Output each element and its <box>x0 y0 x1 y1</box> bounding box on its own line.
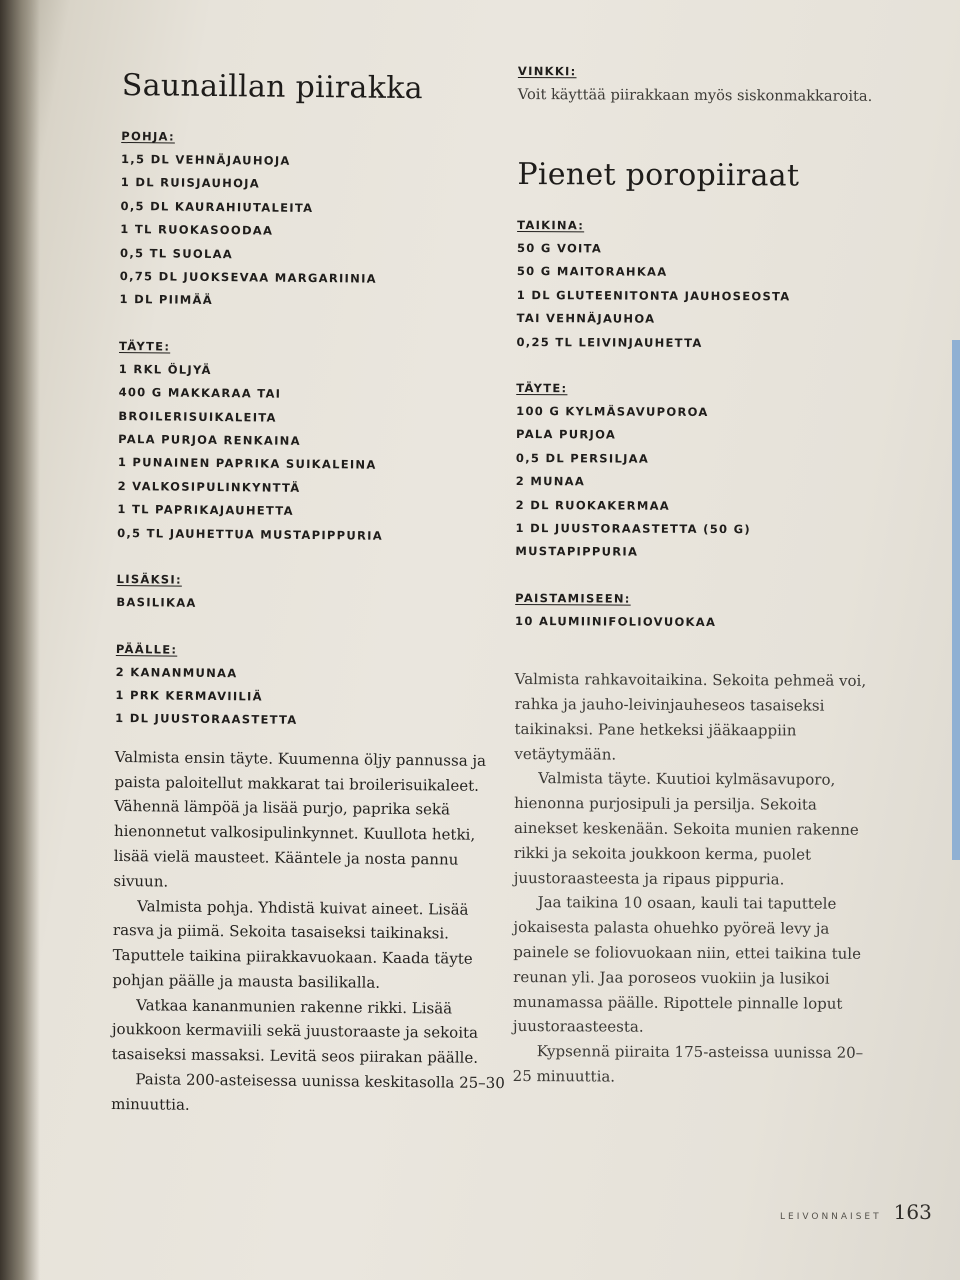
ingredient-item: 400 G MAKKARAA TAI <box>118 385 282 401</box>
ingredient-list <box>115 660 516 734</box>
adjacent-page-edge <box>952 340 960 860</box>
ingredient-item: 2 VALKOSIPULINKYNTTÄ <box>117 478 301 495</box>
ingredient-item: 10 ALUMIINIFOLIOVUOKAA <box>515 613 717 629</box>
ingredient-item: 1 TL RUOKASOODAA <box>120 222 274 238</box>
section-heading: POHJA: <box>121 128 175 144</box>
ingredient-item: 50 G MAITORAHKAA <box>516 264 668 280</box>
ingredient-item: 0,5 TL JAUHETTUA MUSTAPIPPURIA <box>117 525 384 543</box>
instructions <box>513 667 875 1090</box>
section-heading: TÄYTE: <box>119 338 171 354</box>
ingredient-item: 0,5 DL PERSILJAA <box>515 450 650 466</box>
instruction-paragraph: Valmista täyte. Kuutioi kylmäsavuporo, hienonna purjosipuli ja persilja. Sekoita ainekset keskenään. Sekoita munien rakenne rikki ja sekoita joukkoon kerma, puolet juustoraasteesta ja ripaus pippuria. <box>513 769 859 889</box>
ingredient-item: BROILERISUIKALEITA <box>118 408 277 425</box>
ingredient-section-taikina <box>516 214 877 356</box>
ingredient-item: 1 PRK KERMAVIILIÄ <box>115 687 263 704</box>
instruction-paragraph: Valmista ensin täyte. Kuumenna öljy pannussa ja paista paloitellut makkarat tai broilerisuikaleet. Vähennä lämpöä ja lisää purjo, paprika sekä hienonnetut valkosipulinkynnet. Kuullota hetki, lisää vielä mausteet. Kääntele ja nosta pannu sivuun. <box>113 747 487 891</box>
ingredient-item: 1 DL JUUSTORAASTETTA (50 G) <box>515 521 751 537</box>
ingredient-item: PALA PURJOA RENKAINA <box>118 432 301 448</box>
ingredient-item: 1 DL JUUSTORAASTETTA <box>115 711 298 728</box>
section-heading: PÄÄLLE: <box>115 641 178 657</box>
ingredient-item: 1 RKL ÖLJYÄ <box>118 361 212 377</box>
tip-text: Voit käyttää piirakkaan myös siskonmakkaroita. <box>517 85 873 105</box>
ingredient-item: 1 DL PIIMÄÄ <box>119 292 214 308</box>
instruction-paragraph: Paista 200-asteisessa uunissa keskitasolla 25–30 minuuttia. <box>111 1070 505 1114</box>
ingredient-list <box>516 237 877 356</box>
tip-heading: VINKKI: <box>517 63 577 79</box>
ingredient-item: MUSTAPIPPURIA <box>515 544 639 560</box>
instruction-paragraph: Valmista pohja. Yhdistä kuivat aineet. Lisää rasva ja piimä. Sekoita tasaiseksi taikinaksi. Taputtele taikina piirakkavuokaan. Kaada täyte pohjan päälle ja mausta basilikalla. <box>112 896 473 992</box>
ingredient-section-paistamiseen <box>515 587 875 635</box>
section-heading: LISÄKSI: <box>116 572 182 587</box>
ingredient-list <box>119 148 521 316</box>
ingredient-item: 100 G KYLMÄSAVUPOROA <box>516 404 709 420</box>
ingredient-item: 1,5 DL VEHNÄJAUHOJA <box>120 151 291 168</box>
instruction-paragraph: Jaa taikina 10 osaan, kauli tai taputtele jokaisesta palasta ohuehko pyöreä levy ja painele se foliovuokaan niin, ettei taikina tule reunan yli. Jaa poroseos vuokiin ja lusikoi munamassa päälle. Ripottele pinnalle loput juustoraasteesta. <box>512 893 862 1037</box>
ingredient-list <box>116 591 516 619</box>
ingredient-list <box>117 358 519 549</box>
ingredient-section-pohja <box>119 125 521 316</box>
ingredient-item: 1 DL GLUTEENITONTA JAUHOSEOSTA <box>516 287 791 304</box>
ingredient-item: 2 DL RUOKAKERMAA <box>515 497 671 513</box>
instruction-paragraph: Kypsennä piiraita 175-asteissa uunissa 20–25 minuuttia. <box>512 1042 864 1086</box>
ingredient-section-paalle <box>115 637 516 734</box>
tip-box <box>518 60 878 107</box>
ingredient-item: 1 TL PAPRIKAJAUHETTA <box>117 502 294 519</box>
ingredient-item: PALA PURJOA <box>516 427 617 442</box>
ingredient-item: BASILIKAA <box>116 595 197 610</box>
ingredient-item: 0,5 DL KAURAHIUTALEITA <box>120 198 314 215</box>
ingredient-item: 0,5 TL SUOLAA <box>119 245 234 261</box>
section-heading: TAIKINA: <box>517 217 585 233</box>
ingredient-list <box>515 400 876 566</box>
page-footer <box>780 1200 932 1224</box>
instructions <box>111 745 515 1121</box>
ingredient-item: 2 KANANMUNAA <box>115 664 238 680</box>
instruction-paragraph: Vatkaa kananmunien rakenne rikki. Lisää joukkoon kermaviili sekä juustoraaste ja sekoita tasaiseksi massaksi. Levitä seos piirakan päälle. <box>111 995 479 1068</box>
ingredient-section-tayte <box>117 335 519 549</box>
left-recipe <box>111 68 522 1121</box>
ingredient-item: 50 G VOITA <box>516 240 603 256</box>
ingredient-section-tayte <box>515 377 876 566</box>
recipe-title: Pienet poropiiraat <box>517 156 800 194</box>
recipe-title: Saunaillan piirakka <box>121 68 424 107</box>
section-heading: PAISTAMISEEN: <box>515 590 631 606</box>
instruction-paragraph: Valmista rahkavoitaikina. Sekoita pehmeä voi, rahka ja jauho-leivinjauheseos tasaiseksi taikinaksi. Pane hetkeksi jääkaappiin vetäytymään. <box>514 670 867 764</box>
ingredient-list <box>515 610 875 635</box>
page-number: 163 <box>893 1200 932 1224</box>
ingredient-item: 0,75 DL JUOKSEVAA MARGARIINIA <box>119 269 377 286</box>
ingredient-item: TAI VEHNÄJAUHOA <box>516 311 656 326</box>
section-label: LEIVONNAISET <box>780 1212 882 1222</box>
ingredient-item: 1 PUNAINEN PAPRIKA SUIKALEINA <box>117 455 377 473</box>
ingredient-section-lisaksi <box>116 568 516 619</box>
right-column <box>513 60 878 1091</box>
ingredient-item: 2 MUNAA <box>515 474 586 489</box>
ingredient-item: 0,25 TL LEIVINJAUHETTA <box>516 334 703 350</box>
book-spine-shadow <box>0 0 40 1280</box>
section-heading: TÄYTE: <box>516 381 568 396</box>
ingredient-item: 1 DL RUISJAUHOJA <box>120 175 261 191</box>
